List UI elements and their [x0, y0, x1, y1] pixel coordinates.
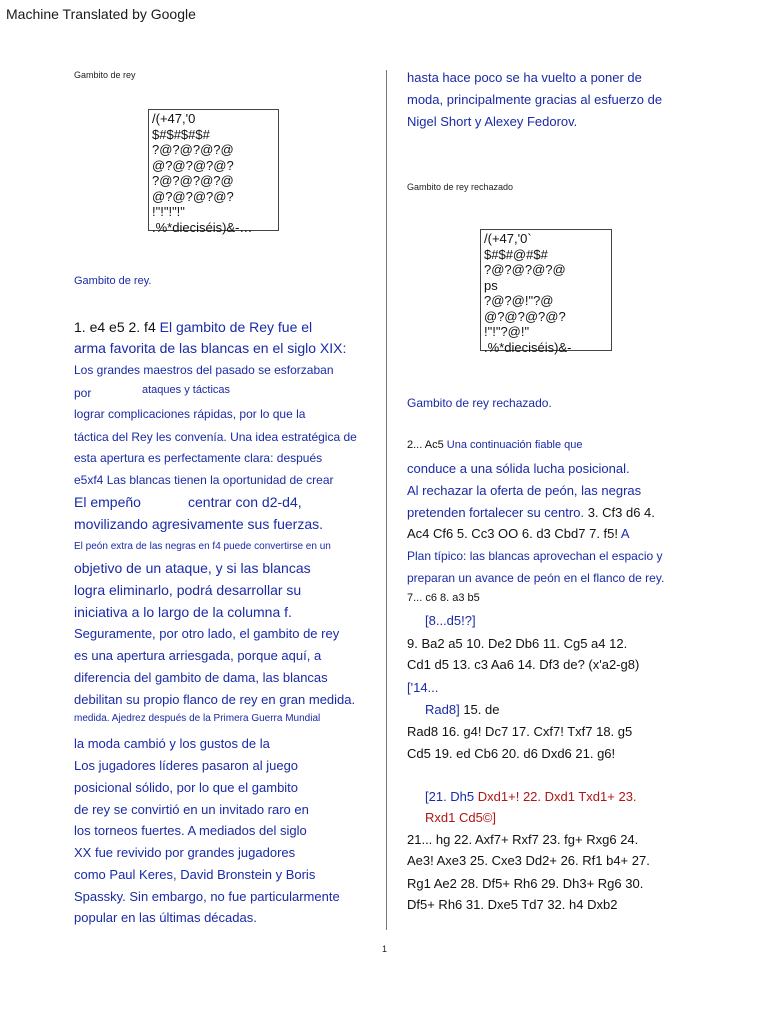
text-line: es una apertura arriesgada, porque aquí, a: [74, 648, 322, 663]
diagram-line: ps: [484, 277, 498, 293]
move-notation: 3. Cf3 d6 4.: [587, 505, 655, 520]
text-line: pretenden fortalecer su centro.: [407, 505, 585, 520]
move-notation: Df5+ Rh6 31. Dxe5 Td7 32. h4 Dxb2: [407, 897, 618, 912]
opening-moves: 1. e4 e5 2. f4: [74, 319, 156, 335]
text-line: táctica del Rey les convenía. Una idea estratégica de: [74, 430, 357, 444]
diagram-caption-right: Gambito de rey rechazado: [407, 182, 514, 192]
text-line: iniciativa a lo largo de la columna f.: [74, 604, 292, 620]
variation-line: [21. Dh5: [425, 789, 475, 804]
text-line: El gambito de Rey fue el: [159, 319, 313, 335]
move-line: [425, 702, 499, 717]
diagram-line: !"!"!"!": [152, 204, 185, 219]
text-line: por: [74, 386, 92, 400]
text-line: El peón extra de las negras en f4 puede convertirse en un: [74, 541, 331, 552]
move-notation: Rg1 Ae2 28. Df5+ Rh6 29. Dh3+ Rg6 30.: [407, 876, 644, 891]
diagram-line: /(+47,'0`: [484, 231, 532, 246]
move-notation: Cd5 19. ed Cb6 20. d6 Dxd6 21. g6!: [407, 746, 616, 761]
move-line: [407, 439, 583, 451]
text-line: moda, principalmente gracias al esfuerzo de: [407, 92, 663, 107]
text-line: movilizando agresivamente sus fuerzas.: [74, 516, 324, 532]
text-line: logra eliminarlo, podrá desarrollar su: [74, 582, 302, 598]
text-line: diferencia del gambito de dama, las blancas: [74, 670, 328, 685]
page-number: 1: [382, 944, 388, 954]
text-line: Los grandes maestros del pasado se esforzaban: [74, 363, 334, 377]
text-line: Plan típico: las blancas aprovechan el espacio y: [407, 549, 663, 563]
text-line: medida. Ajedrez después de la Primera Guerra Mundial: [74, 713, 321, 724]
diagram-line: .%*dieciséis)&-: [484, 339, 572, 355]
variation-line: Rad8]: [425, 702, 460, 717]
text-line: como Paul Keres, David Bronstein y Boris: [74, 867, 316, 882]
diagram-line: .%*dieciséis)&-…: [152, 219, 253, 235]
variation-line: ['14...: [407, 680, 439, 695]
move-notation: 21... hg 22. Axf7+ Rxf7 23. fg+ Rxg6 24.: [407, 832, 639, 847]
move-line: [407, 526, 630, 541]
variation-line: Rxd1 Cd5©]: [425, 810, 496, 825]
text-line: esta apertura es perfectamente clara: después: [74, 451, 323, 465]
diagram-line: ?@?@?@?@: [152, 142, 234, 157]
section-subtitle-left: Gambito de rey.: [74, 275, 152, 287]
move-notation: Ac4 Cf6 5. Cc3 OO 6. d3 Cbd7 7. f5!: [407, 526, 618, 541]
move-notation: 2... Ac5: [407, 439, 444, 451]
move-notation: 9. Ba2 a5 10. De2 Db6 11. Cg5 a4 12.: [407, 636, 628, 651]
text-line: lograr complicaciones rápidas, por lo que la: [74, 407, 306, 421]
chess-diagram-right: [480, 229, 612, 355]
diagram-line: $#$#@#$#: [484, 246, 548, 262]
diagram-line: !"!"?@!": [484, 324, 530, 339]
diagram-caption-left: Gambito de rey: [74, 70, 136, 80]
variation-line: [8...d5!?]: [425, 613, 476, 628]
text-line: Nigel Short y Alexey Fedorov.: [407, 114, 578, 129]
text-line: centrar con d2-d4,: [188, 494, 302, 510]
move-notation: 15. de: [463, 702, 500, 717]
diagram-line: @?@?@?@?: [152, 188, 234, 204]
text-line: ataques y tácticas: [142, 384, 231, 396]
move-notation: 7... c6 8. a3 b5: [407, 592, 480, 604]
text-line: objetivo de un ataque, y si las blancas: [74, 560, 311, 576]
text-line: de rey se convirtió en un invitado raro en: [74, 802, 309, 817]
move-notation: Ae3! Axe3 25. Cxe3 Dd2+ 26. Rf1 b4+ 27.: [407, 853, 650, 868]
diagram-line: /(+47,'0: [152, 111, 196, 126]
chess-diagram-left: [148, 109, 279, 235]
text-line: posicional sólido, por lo que el gambito: [74, 780, 299, 795]
column-divider: [386, 70, 387, 930]
diagram-line: $#$#$#$#: [152, 126, 210, 142]
text-line: los torneos fuertes. A mediados del siglo: [74, 823, 307, 838]
move-line: [407, 505, 655, 520]
move-notation: Rad8 16. g4! Dc7 17. Cxf7! Txf7 18. g5: [407, 724, 633, 739]
diagram-line: ?@?@?@?@: [152, 173, 234, 188]
move-notation: Cd1 d5 13. c3 Aa6 14. Df3 de? (x'a2-g8): [407, 657, 640, 672]
diagram-line: ?@?@?@?@: [484, 262, 566, 277]
text-line: Seguramente, por otro lado, el gambito de rey: [74, 626, 340, 641]
text-line: e5xf4 Las blancas tienen la oportunidad de crear: [74, 473, 334, 487]
text-line: popular en las últimas décadas.: [74, 910, 257, 925]
diagram-line: @?@?@?@?: [484, 308, 566, 324]
text-line: A: [620, 526, 630, 541]
text-line: la moda cambió y los gustos de la: [74, 736, 270, 751]
text-line: Los jugadores líderes pasaron al juego: [74, 758, 299, 773]
opening-moves-line: [74, 319, 312, 335]
text-line: Al rechazar la oferta de peón, las negras: [407, 483, 642, 498]
text-line: debilitan su propio flanco de rey en gran medida.: [74, 692, 356, 707]
machine-translated-header: Machine Translated by Google: [6, 6, 196, 22]
move-line: [425, 789, 637, 804]
text-line: El empeño: [74, 494, 141, 510]
diagram-line: ?@?@!"?@: [484, 293, 554, 308]
diagram-line: @?@?@?@?: [152, 157, 234, 173]
text-line: Una continuación fiable que: [446, 439, 583, 451]
variation-line: Dxd1+! 22. Dxd1 Txd1+ 23.: [477, 789, 637, 804]
section-subtitle-right: Gambito de rey rechazado.: [407, 396, 552, 410]
text-line: arma favorita de las blancas en el siglo XIX:: [74, 340, 347, 356]
text-line: XX fue revivido por grandes jugadores: [74, 845, 296, 860]
text-line: preparan un avance de peón en el flanco de rey.: [407, 571, 665, 585]
text-line: hasta hace poco se ha vuelto a poner de: [407, 70, 642, 85]
text-line: conduce a una sólida lucha posicional.: [407, 461, 630, 476]
text-line: Spassky. Sin embargo, no fue particularmente: [74, 889, 340, 904]
